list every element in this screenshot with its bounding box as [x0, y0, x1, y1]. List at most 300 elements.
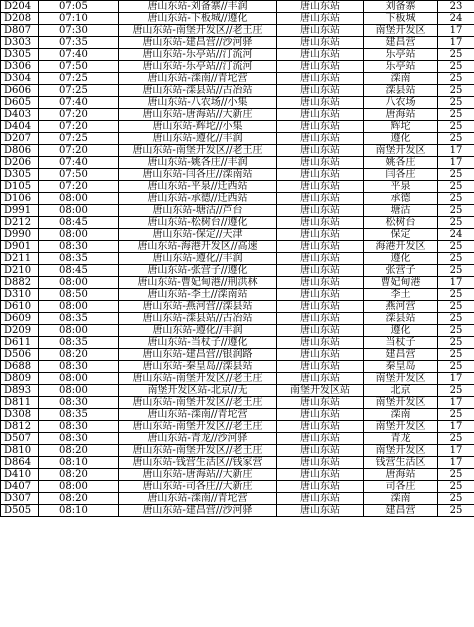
- destination-station-cell: 南堡开发区: [364, 373, 438, 385]
- destination-station-cell: 平泉: [364, 181, 438, 193]
- table-row: [1, 181, 474, 193]
- origin-station-cell: 唐山东站: [277, 121, 364, 133]
- departure-time-cell: 08:00: [39, 301, 119, 313]
- count-cell: 25: [438, 349, 474, 361]
- origin-station-cell: 唐山东站: [277, 193, 364, 205]
- origin-station-cell: 唐山东站: [277, 457, 364, 469]
- departure-time-cell: 07:20: [39, 181, 119, 193]
- departure-time-cell: 07:25: [39, 133, 119, 145]
- route-cell: 唐山东站-南堡开发区//老王庄: [119, 25, 277, 37]
- departure-time-cell: 08:00: [39, 481, 119, 493]
- destination-station-cell: 北京: [364, 385, 438, 397]
- origin-station-cell: 唐山东站: [277, 253, 364, 265]
- count-cell: 25: [438, 409, 474, 421]
- table-row: [1, 97, 474, 109]
- train-code-cell: D606: [1, 85, 39, 97]
- origin-station-cell: 唐山东站: [277, 469, 364, 481]
- table-row: [1, 253, 474, 265]
- route-cell: 唐山东站-曹妃甸港//荆洪林: [119, 277, 277, 289]
- departure-time-cell: 08:30: [39, 397, 119, 409]
- train-code-cell: D308: [1, 409, 39, 421]
- origin-station-cell: 唐山东站: [277, 289, 364, 301]
- schedule-body: [1, 1, 474, 517]
- origin-station-cell: 唐山东站: [277, 421, 364, 433]
- destination-station-cell: 滦南: [364, 493, 438, 505]
- route-cell: 唐山东站-乐亭站//汀流河: [119, 61, 277, 73]
- train-code-cell: D812: [1, 421, 39, 433]
- table-row: [1, 13, 474, 25]
- table-row: [1, 37, 474, 49]
- route-cell: 唐山东站-青龙//沙河驿: [119, 433, 277, 445]
- train-code-cell: D410: [1, 469, 39, 481]
- origin-station-cell: 唐山东站: [277, 373, 364, 385]
- origin-station-cell: 唐山东站: [277, 145, 364, 157]
- count-cell: 25: [438, 253, 474, 265]
- origin-station-cell: 唐山东站: [277, 133, 364, 145]
- table-row: [1, 457, 474, 469]
- train-code-cell: D810: [1, 445, 39, 457]
- departure-time-cell: 07:50: [39, 169, 119, 181]
- table-row: [1, 493, 474, 505]
- route-cell: 唐山东站-张营子//遵化: [119, 265, 277, 277]
- count-cell: 17: [438, 445, 474, 457]
- origin-station-cell: 唐山东站: [277, 409, 364, 421]
- route-cell: 唐山东站-秦皇岛//滦县站: [119, 361, 277, 373]
- count-cell: 25: [438, 61, 474, 73]
- train-code-cell: D991: [1, 205, 39, 217]
- table-row: [1, 361, 474, 373]
- train-code-cell: D605: [1, 97, 39, 109]
- train-code-cell: D204: [1, 1, 39, 13]
- table-row: [1, 301, 474, 313]
- count-cell: 24: [438, 229, 474, 241]
- origin-station-cell: 唐山东站: [277, 481, 364, 493]
- count-cell: 25: [438, 265, 474, 277]
- count-cell: 25: [438, 493, 474, 505]
- count-cell: 25: [438, 205, 474, 217]
- origin-station-cell: 唐山东站: [277, 361, 364, 373]
- destination-station-cell: 遵化: [364, 325, 438, 337]
- table-row: [1, 385, 474, 397]
- train-code-cell: D403: [1, 109, 39, 121]
- table-row: [1, 505, 474, 517]
- destination-station-cell: 乐亭站: [364, 61, 438, 73]
- count-cell: 25: [438, 337, 474, 349]
- departure-time-cell: 07:40: [39, 157, 119, 169]
- origin-station-cell: 唐山东站: [277, 169, 364, 181]
- destination-station-cell: 姚各庄: [364, 157, 438, 169]
- count-cell: 25: [438, 97, 474, 109]
- departure-time-cell: 07:20: [39, 121, 119, 133]
- table-row: [1, 145, 474, 157]
- destination-station-cell: 海港开发区: [364, 241, 438, 253]
- table-row: [1, 433, 474, 445]
- departure-time-cell: 08:00: [39, 205, 119, 217]
- route-cell: 唐山东站-当杖子//遵化: [119, 337, 277, 349]
- route-cell: 唐山东站-建昌营//银润路: [119, 349, 277, 361]
- table-row: [1, 241, 474, 253]
- train-code-cell: D806: [1, 145, 39, 157]
- origin-station-cell: 唐山东站: [277, 205, 364, 217]
- train-code-cell: D807: [1, 25, 39, 37]
- departure-time-cell: 07:30: [39, 25, 119, 37]
- origin-station-cell: 唐山东站: [277, 61, 364, 73]
- departure-time-cell: 07:05: [39, 1, 119, 13]
- route-cell: 唐山东站-钱营生活区//钱家营: [119, 457, 277, 469]
- route-cell: 唐山东站-建昌营//沙河驿: [119, 505, 277, 517]
- departure-time-cell: 08:50: [39, 289, 119, 301]
- train-code-cell: D407: [1, 481, 39, 493]
- origin-station-cell: 唐山东站: [277, 505, 364, 517]
- count-cell: 25: [438, 193, 474, 205]
- destination-station-cell: 钱营生活区: [364, 457, 438, 469]
- origin-station-cell: 唐山东站: [277, 337, 364, 349]
- count-cell: 17: [438, 25, 474, 37]
- departure-time-cell: 08:00: [39, 385, 119, 397]
- origin-station-cell: 唐山东站: [277, 433, 364, 445]
- train-code-cell: D610: [1, 301, 39, 313]
- count-cell: 25: [438, 385, 474, 397]
- table-row: [1, 121, 474, 133]
- train-code-cell: D809: [1, 373, 39, 385]
- departure-time-cell: 08:20: [39, 349, 119, 361]
- departure-time-cell: 08:35: [39, 313, 119, 325]
- origin-station-cell: 唐山东站: [277, 49, 364, 61]
- route-cell: 唐山东站-遵化//丰润: [119, 325, 277, 337]
- route-cell: 唐山东站-平泉//迁西站: [119, 181, 277, 193]
- route-cell: 唐山东站-滦南//青坨营: [119, 409, 277, 421]
- departure-time-cell: 07:25: [39, 85, 119, 97]
- train-code-cell: D688: [1, 361, 39, 373]
- train-code-cell: D882: [1, 277, 39, 289]
- destination-station-cell: 唐海站: [364, 109, 438, 121]
- origin-station-cell: 唐山东站: [277, 445, 364, 457]
- route-cell: 唐山东站-李土//滦南站: [119, 289, 277, 301]
- count-cell: 25: [438, 325, 474, 337]
- destination-station-cell: 遵化: [364, 133, 438, 145]
- destination-station-cell: 南堡开发区: [364, 445, 438, 457]
- route-cell: 唐山东站-遵化//丰润: [119, 253, 277, 265]
- route-cell: 唐山东站-姚各庄//丰润: [119, 157, 277, 169]
- table-row: [1, 229, 474, 241]
- departure-time-cell: 08:00: [39, 277, 119, 289]
- table-row: [1, 73, 474, 85]
- origin-station-cell: 唐山东站: [277, 325, 364, 337]
- count-cell: 25: [438, 433, 474, 445]
- route-cell: 唐山东站-唐海站//大新庄: [119, 109, 277, 121]
- train-code-cell: D609: [1, 313, 39, 325]
- train-code-cell: D106: [1, 193, 39, 205]
- route-cell: 唐山东站-滦南//青坨营: [119, 73, 277, 85]
- origin-station-cell: 唐山东站: [277, 229, 364, 241]
- departure-time-cell: 08:20: [39, 493, 119, 505]
- departure-time-cell: 08:10: [39, 505, 119, 517]
- destination-station-cell: 建昌营: [364, 37, 438, 49]
- count-cell: 25: [438, 133, 474, 145]
- origin-station-cell: 南堡开发区站: [277, 385, 364, 397]
- destination-station-cell: 塘沽: [364, 205, 438, 217]
- train-code-cell: D901: [1, 241, 39, 253]
- origin-station-cell: 唐山东站: [277, 217, 364, 229]
- destination-station-cell: 燕河营: [364, 301, 438, 313]
- count-cell: 25: [438, 289, 474, 301]
- train-code-cell: D307: [1, 493, 39, 505]
- train-code-cell: D893: [1, 385, 39, 397]
- train-code-cell: D211: [1, 253, 39, 265]
- destination-station-cell: 刘备寨: [364, 1, 438, 13]
- departure-time-cell: 08:00: [39, 229, 119, 241]
- origin-station-cell: 唐山东站: [277, 85, 364, 97]
- destination-station-cell: 唐海站: [364, 469, 438, 481]
- origin-station-cell: 唐山东站: [277, 157, 364, 169]
- table-row: [1, 445, 474, 457]
- origin-station-cell: 唐山东站: [277, 349, 364, 361]
- table-row: [1, 61, 474, 73]
- train-code-cell: D305: [1, 169, 39, 181]
- table-row: [1, 1, 474, 13]
- destination-station-cell: 遵化: [364, 253, 438, 265]
- table-row: [1, 265, 474, 277]
- destination-station-cell: 南堡开发区: [364, 421, 438, 433]
- origin-station-cell: 唐山东站: [277, 97, 364, 109]
- origin-station-cell: 唐山东站: [277, 493, 364, 505]
- count-cell: 17: [438, 397, 474, 409]
- departure-time-cell: 07:20: [39, 109, 119, 121]
- destination-station-cell: 滦南: [364, 73, 438, 85]
- origin-station-cell: 唐山东站: [277, 1, 364, 13]
- train-code-cell: D303: [1, 37, 39, 49]
- origin-station-cell: 唐山东站: [277, 181, 364, 193]
- departure-time-cell: 08:30: [39, 421, 119, 433]
- destination-station-cell: 八农场: [364, 97, 438, 109]
- count-cell: 25: [438, 109, 474, 121]
- route-cell: 唐山东站-刘备寨//丰润: [119, 1, 277, 13]
- table-row: [1, 205, 474, 217]
- count-cell: 25: [438, 313, 474, 325]
- count-cell: 17: [438, 145, 474, 157]
- table-row: [1, 85, 474, 97]
- table-row: [1, 193, 474, 205]
- departure-time-cell: 08:10: [39, 457, 119, 469]
- train-code-cell: D310: [1, 289, 39, 301]
- train-code-cell: D209: [1, 325, 39, 337]
- count-cell: 25: [438, 85, 474, 97]
- count-cell: 25: [438, 121, 474, 133]
- destination-station-cell: 保定: [364, 229, 438, 241]
- count-cell: 25: [438, 217, 474, 229]
- count-cell: 17: [438, 373, 474, 385]
- origin-station-cell: 唐山东站: [277, 37, 364, 49]
- table-row: [1, 109, 474, 121]
- route-cell: 唐山东站-塘沽//芦台: [119, 205, 277, 217]
- departure-time-cell: 07:40: [39, 97, 119, 109]
- destination-station-cell: 滦南: [364, 409, 438, 421]
- table-row: [1, 49, 474, 61]
- departure-time-cell: 08:45: [39, 265, 119, 277]
- train-code-cell: D212: [1, 217, 39, 229]
- route-cell: 唐山东站-滦南//青坨营: [119, 493, 277, 505]
- departure-time-cell: 08:00: [39, 193, 119, 205]
- train-code-cell: D811: [1, 397, 39, 409]
- departure-time-cell: 08:00: [39, 325, 119, 337]
- origin-station-cell: 唐山东站: [277, 73, 364, 85]
- departure-time-cell: 08:35: [39, 253, 119, 265]
- route-cell: 唐山东站-燕河营//滦县站: [119, 301, 277, 313]
- train-code-cell: D208: [1, 13, 39, 25]
- table-row: [1, 373, 474, 385]
- destination-station-cell: 当杖子: [364, 337, 438, 349]
- route-cell: 唐山东站-滦县站//古冶站: [119, 313, 277, 325]
- destination-station-cell: 南堡开发区: [364, 25, 438, 37]
- count-cell: 25: [438, 469, 474, 481]
- train-code-cell: D506: [1, 349, 39, 361]
- table-row: [1, 157, 474, 169]
- destination-station-cell: 建昌营: [364, 349, 438, 361]
- count-cell: 17: [438, 457, 474, 469]
- table-row: [1, 277, 474, 289]
- count-cell: 25: [438, 301, 474, 313]
- train-code-cell: D105: [1, 181, 39, 193]
- route-cell: 唐山东站-滦县站//古冶站: [119, 85, 277, 97]
- origin-station-cell: 唐山东站: [277, 277, 364, 289]
- destination-station-cell: 闫各庄: [364, 169, 438, 181]
- route-cell: 南堡开发区站-北京//无: [119, 385, 277, 397]
- table-row: [1, 481, 474, 493]
- count-cell: 25: [438, 181, 474, 193]
- table-row: [1, 289, 474, 301]
- route-cell: 唐山东站-司各庄//大新庄: [119, 481, 277, 493]
- train-code-cell: D304: [1, 73, 39, 85]
- table-row: [1, 133, 474, 145]
- origin-station-cell: 唐山东站: [277, 241, 364, 253]
- table-row: [1, 25, 474, 37]
- count-cell: 25: [438, 481, 474, 493]
- train-code-cell: D404: [1, 121, 39, 133]
- destination-station-cell: 南堡开发区: [364, 397, 438, 409]
- origin-station-cell: 唐山东站: [277, 25, 364, 37]
- destination-station-cell: 松树台: [364, 217, 438, 229]
- route-cell: 唐山东站-下板城//遵化: [119, 13, 277, 25]
- origin-station-cell: 唐山东站: [277, 109, 364, 121]
- count-cell: 25: [438, 361, 474, 373]
- route-cell: 唐山东站-八农场//小集: [119, 97, 277, 109]
- departure-time-cell: 08:35: [39, 409, 119, 421]
- destination-station-cell: 辉坨: [364, 121, 438, 133]
- departure-time-cell: 07:20: [39, 145, 119, 157]
- departure-time-cell: 08:30: [39, 361, 119, 373]
- departure-time-cell: 07:40: [39, 49, 119, 61]
- route-cell: 唐山东站-南堡开发区//老王庄: [119, 445, 277, 457]
- destination-station-cell: 曹妃甸港: [364, 277, 438, 289]
- route-cell: 唐山东站-辉坨//小集: [119, 121, 277, 133]
- departure-time-cell: 08:45: [39, 217, 119, 229]
- table-row: [1, 349, 474, 361]
- table-row: [1, 469, 474, 481]
- table-row: [1, 325, 474, 337]
- train-code-cell: D210: [1, 265, 39, 277]
- count-cell: 17: [438, 421, 474, 433]
- route-cell: 唐山东站-南堡开发区//老王庄: [119, 421, 277, 433]
- departure-time-cell: 08:00: [39, 373, 119, 385]
- departure-time-cell: 08:20: [39, 469, 119, 481]
- destination-station-cell: 下板城: [364, 13, 438, 25]
- destination-station-cell: 建昌营: [364, 505, 438, 517]
- route-cell: 唐山东站-乐亭站//汀流河: [119, 49, 277, 61]
- destination-station-cell: 滦县站: [364, 313, 438, 325]
- train-code-cell: D864: [1, 457, 39, 469]
- destination-station-cell: 司各庄: [364, 481, 438, 493]
- destination-station-cell: 青龙: [364, 433, 438, 445]
- table-row: [1, 409, 474, 421]
- departure-time-cell: 08:35: [39, 337, 119, 349]
- route-cell: 唐山东站-唐海站//大新庄: [119, 469, 277, 481]
- count-cell: 17: [438, 37, 474, 49]
- route-cell: 唐山东站-保定//天津: [119, 229, 277, 241]
- origin-station-cell: 唐山东站: [277, 13, 364, 25]
- route-cell: 唐山东站-松树台//遵化: [119, 217, 277, 229]
- train-code-cell: D207: [1, 133, 39, 145]
- train-code-cell: D305: [1, 49, 39, 61]
- train-code-cell: D507: [1, 433, 39, 445]
- count-cell: 25: [438, 505, 474, 517]
- train-code-cell: D611: [1, 337, 39, 349]
- count-cell: 23: [438, 1, 474, 13]
- train-code-cell: D306: [1, 61, 39, 73]
- count-cell: 25: [438, 49, 474, 61]
- destination-station-cell: 乐亭站: [364, 49, 438, 61]
- departure-time-cell: 08:20: [39, 445, 119, 457]
- departure-time-cell: 07:50: [39, 61, 119, 73]
- count-cell: 25: [438, 241, 474, 253]
- departure-time-cell: 08:30: [39, 241, 119, 253]
- departure-time-cell: 07:35: [39, 37, 119, 49]
- route-cell: 唐山东站-南堡开发区//老王庄: [119, 145, 277, 157]
- origin-station-cell: 唐山东站: [277, 301, 364, 313]
- train-code-cell: D206: [1, 157, 39, 169]
- departure-time-cell: 07:25: [39, 73, 119, 85]
- origin-station-cell: 唐山东站: [277, 265, 364, 277]
- route-cell: 唐山东站-建昌营//沙河驿: [119, 37, 277, 49]
- departure-time-cell: 08:30: [39, 433, 119, 445]
- count-cell: 17: [438, 277, 474, 289]
- count-cell: 17: [438, 157, 474, 169]
- route-cell: 唐山东站-海港开发区//高速: [119, 241, 277, 253]
- destination-station-cell: 滦县站: [364, 85, 438, 97]
- destination-station-cell: 南堡开发区: [364, 145, 438, 157]
- table-row: [1, 217, 474, 229]
- train-code-cell: D990: [1, 229, 39, 241]
- train-code-cell: D505: [1, 505, 39, 517]
- departure-time-cell: 07:10: [39, 13, 119, 25]
- destination-station-cell: 张营子: [364, 265, 438, 277]
- table-row: [1, 421, 474, 433]
- destination-station-cell: 秦皇岛: [364, 361, 438, 373]
- count-cell: 25: [438, 169, 474, 181]
- origin-station-cell: 唐山东站: [277, 397, 364, 409]
- route-cell: 唐山东站-南堡开发区//老王庄: [119, 397, 277, 409]
- table-row: [1, 313, 474, 325]
- table-row: [1, 169, 474, 181]
- route-cell: 唐山东站-闫各庄//滦南站: [119, 169, 277, 181]
- destination-station-cell: 承德: [364, 193, 438, 205]
- destination-station-cell: 李土: [364, 289, 438, 301]
- table-row: [1, 337, 474, 349]
- route-cell: 唐山东站-南堡开发区//老王庄: [119, 373, 277, 385]
- route-cell: 唐山东站-承德//迁西站: [119, 193, 277, 205]
- origin-station-cell: 唐山东站: [277, 313, 364, 325]
- count-cell: 25: [438, 73, 474, 85]
- count-cell: 24: [438, 13, 474, 25]
